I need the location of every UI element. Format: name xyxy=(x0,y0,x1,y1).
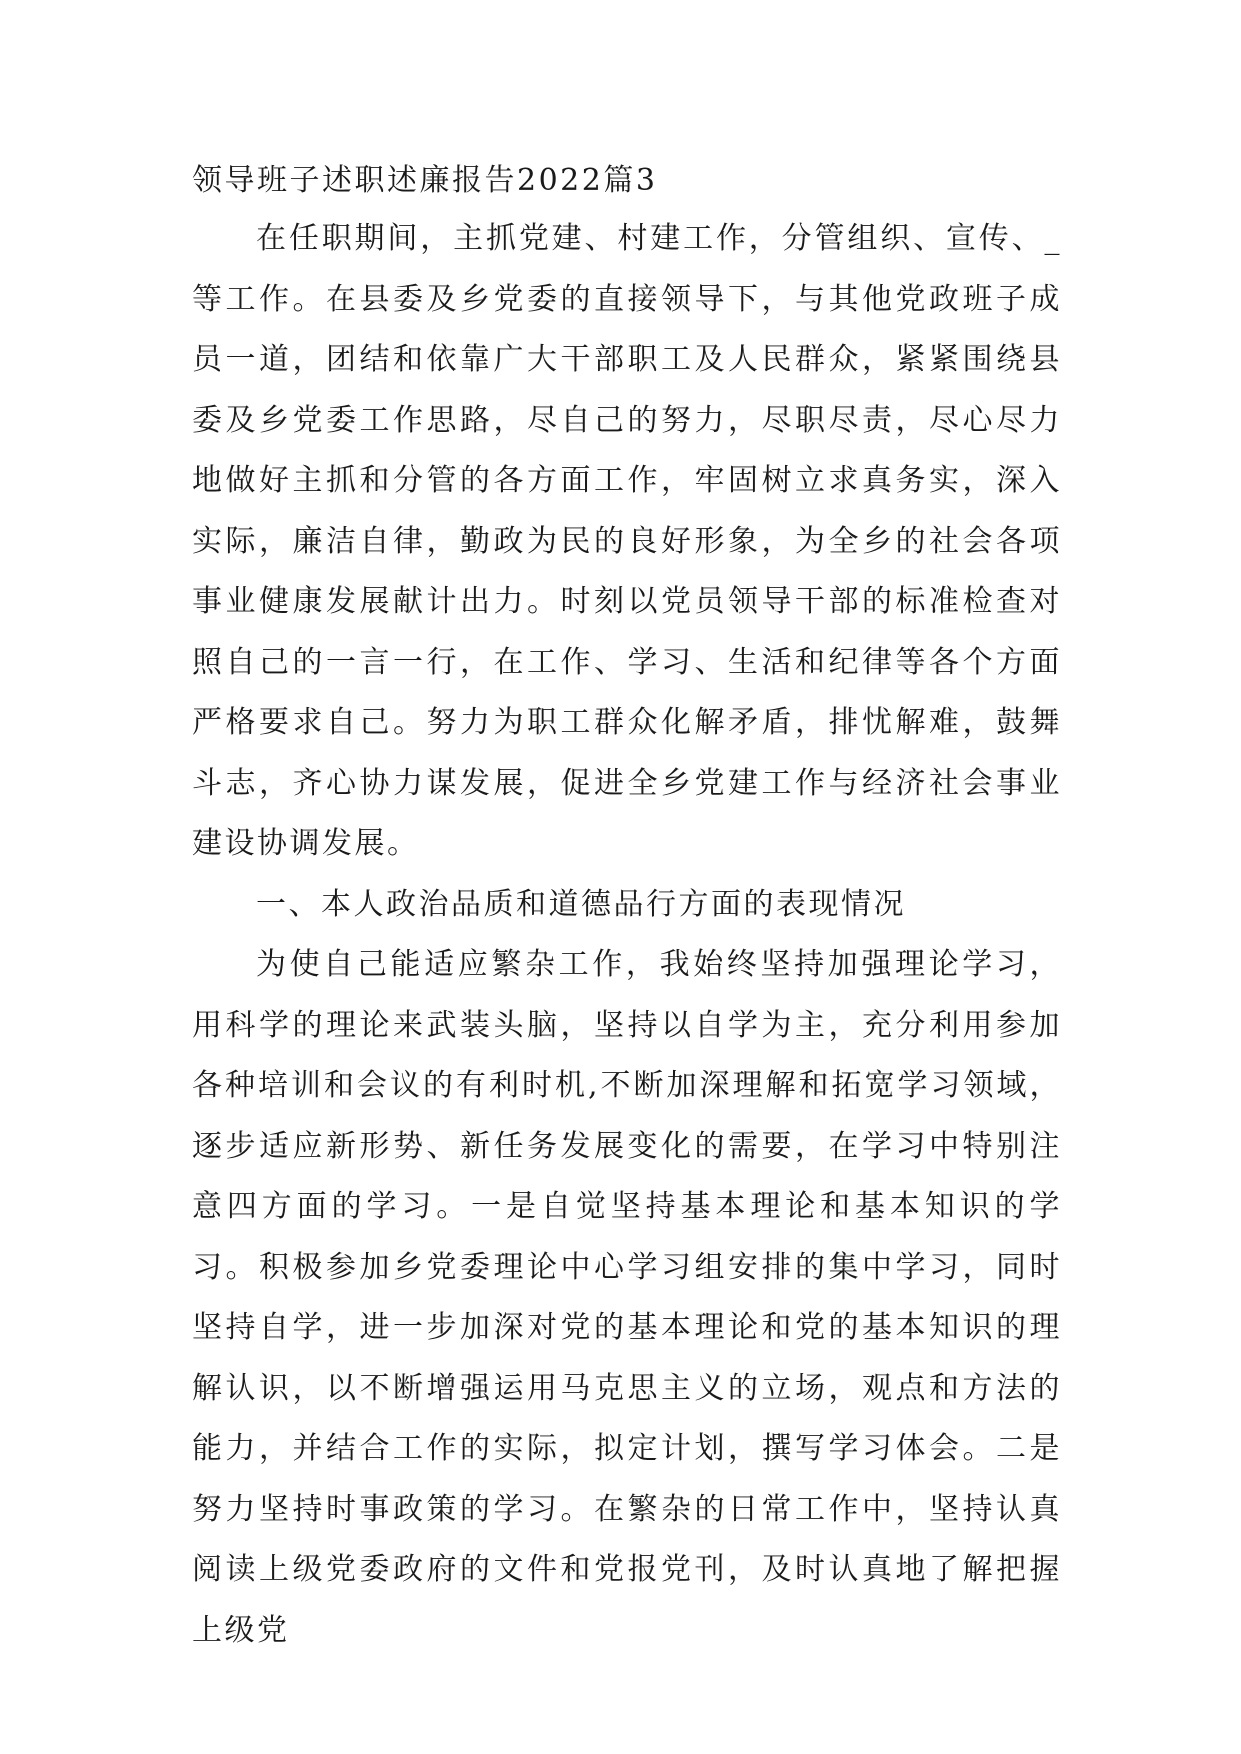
section-heading-1: 一、本人政治品质和道德品行方面的表现情况 xyxy=(256,886,906,922)
paragraph-intro: 在任职期间，主抓党建、村建工作，分管组织、宣传、_等工作。在县委及乡党委的直接领导下，与其他党政班子成员一道，团结和依靠广大干部职工及人民群众，紧紧围绕县委及乡党委工作思路，尽自己的努力，尽职尽责，尽心尽力地做好主抓和分管的各方面工作，牢固树立求真务实，深入实际，廉洁自律，勤政为民的良好形象，为全乡的社会各项事业健康发展献计出力。时刻以党员领导干部的标准检查对照自己的一言一行，在工作、学习、生活和纪律等各个方面严格要求自己。努力为职工群众化解矛盾，排忧解难，鼓舞斗志，齐心协力谋发展，促进全乡党建工作与经济社会事业建设协调发展。 xyxy=(192,221,1062,861)
paragraph-study: 为使自己能适应繁杂工作，我始终坚持加强理论学习，用科学的理论来武装头脑，坚持以自学为主，充分利用参加各种培训和会议的有利时机,不断加深理解和拓宽学习领域，逐步适应新形势、新任务发展变化的需要，在学习中特别注意四方面的学习。一是自觉坚持基本理论和基本知识的学习。积极参加乡党委理论中心学习组安排的集中学习，同时坚持自学，进一步加深对党的基本理论和党的基本知识的理解认识，以不断增强运用马克思主义的立场，观点和方法的能力，并结合工作的实际，拟定计划，撰写学习体会。二是努力坚持时事政策的学习。在繁杂的日常工作中，坚持认真阅读上级党委政府的文件和党报党刊，及时认真地了解把握上级党 xyxy=(192,947,1062,1648)
document-title: 领导班子述职述廉报告2022篇3 xyxy=(192,163,658,198)
document-body xyxy=(192,153,1062,1661)
